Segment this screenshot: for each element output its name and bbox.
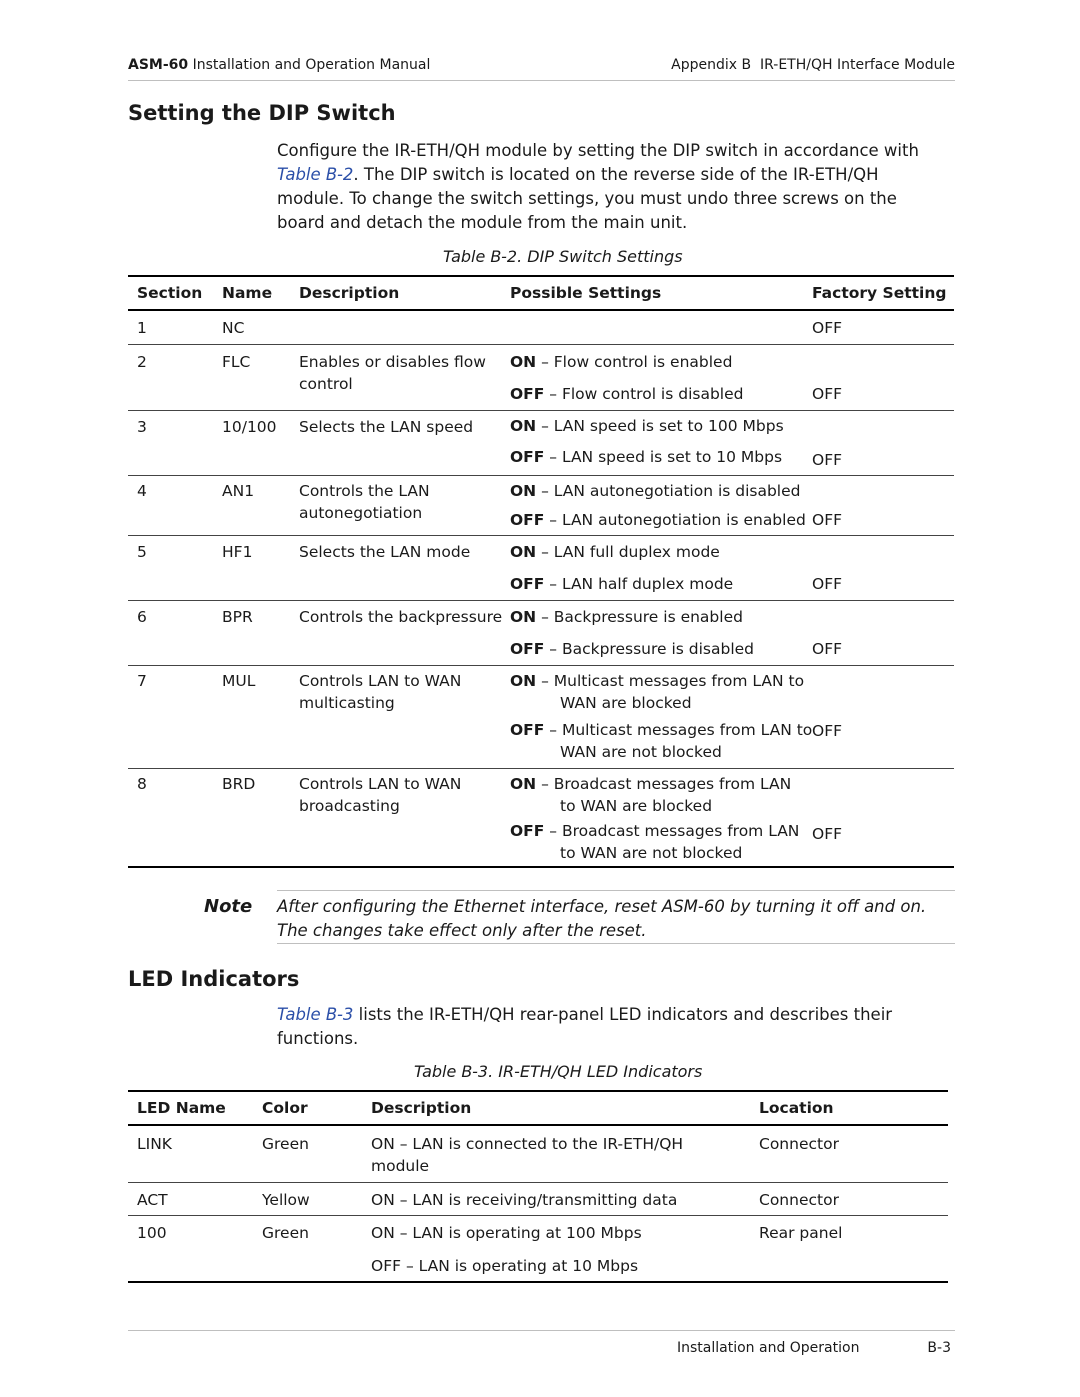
note-label: Note (204, 896, 253, 917)
page-header (128, 56, 955, 81)
footer-section-title: Installation and Operation (677, 1340, 860, 1356)
note-text: After configuring the Ethernet interface, reset ASM-60 by turning it off and on. The changes take effect only after the reset. (277, 897, 927, 940)
page-number: B-3 (927, 1340, 951, 1356)
col-header-description: Description (371, 1099, 472, 1117)
led-section-title: LED Indicators (128, 967, 300, 991)
col-header-section: Section (137, 284, 203, 302)
page-footer (128, 1330, 955, 1356)
led-intro-paragraph: Table B-3 lists the IR-ETH/QH rear-panel LED indicators and describes their functions. (277, 1005, 893, 1048)
dip-section-title: Setting the DIP Switch (128, 101, 396, 125)
header-appendix-title: Appendix B IR-ETH/QH Interface Module (671, 57, 955, 73)
col-header-color: Color (262, 1099, 308, 1117)
dip-table-caption: Table B-2. DIP Switch Settings (443, 247, 683, 266)
dip-intro-paragraph: Configure the IR-ETH/QH module by setting the DIP switch in accordance with Table B-2. The DIP switch is located on the reverse side of the IR-ETH/QH module. To change the switch settings, you must undo three screws on the board and detach the module from the main unit. (277, 141, 919, 232)
table-b3-link[interactable]: Table B-3 (277, 1005, 354, 1024)
header-manual-title: ASM-60 Installation and Operation Manual (128, 57, 431, 73)
table-b2-link[interactable]: Table B-2 (277, 165, 354, 184)
col-header-led-name: LED Name (137, 1099, 226, 1117)
col-header-description: Description (299, 284, 400, 302)
col-header-name: Name (222, 284, 273, 302)
col-header-location: Location (759, 1099, 834, 1117)
col-header-possible-settings: Possible Settings (510, 284, 662, 302)
col-header-factory-setting: Factory Setting (812, 284, 947, 302)
led-table-caption: Table B-3. IR-ETH/QH LED Indicators (414, 1062, 703, 1081)
